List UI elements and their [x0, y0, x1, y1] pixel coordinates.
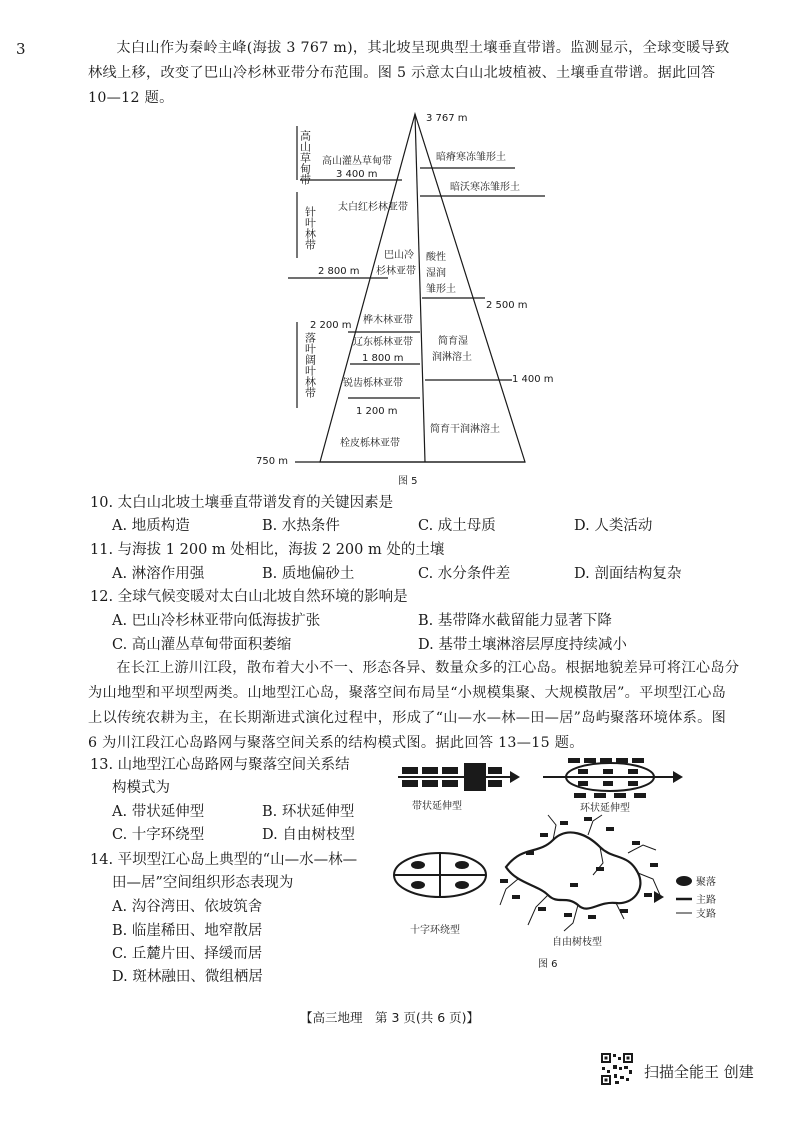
fig6-legend: [676, 875, 716, 920]
veg-zone-7: 栓皮栎林亚带: [340, 438, 400, 449]
figure-5: [250, 108, 580, 488]
q14-option-a: A. 沟谷湾田、依坡筑舍: [112, 899, 263, 915]
soil-zone-1: 暗瘠寒冻雏形土: [436, 152, 506, 163]
cross-pattern-label: 十字环绕型: [410, 925, 460, 936]
dendritic-pattern: [500, 815, 660, 931]
q12-option-c: C. 高山灌丛草甸带面积萎缩: [112, 637, 292, 653]
band-pattern-label: 带状延伸型: [412, 801, 462, 812]
figure-6: [388, 755, 748, 975]
soil-zone-3b: 湿润: [426, 268, 446, 279]
q14-stem-line2: 田—居”空间组织形态表现为: [112, 875, 294, 891]
ring-pattern-label: 环状延伸型: [580, 803, 630, 814]
soil-zone-5: 简育干润淋溶土: [430, 424, 500, 435]
q12-stem: 12. 全球气候变暖对太白山北坡自然环境的影响是: [90, 589, 408, 605]
veg-zone-3a: 巴山冷: [384, 250, 414, 261]
q11-option-d: D. 剖面结构复杂: [574, 566, 682, 582]
q14-option-c: C. 丘麓片田、择缓而居: [112, 946, 263, 962]
qr-code-icon: [600, 1052, 634, 1086]
q11-option-b: B. 质地偏砂土: [262, 566, 355, 582]
ring-pattern: [543, 758, 683, 798]
q11-option-a: A. 淋溶作用强: [112, 566, 205, 582]
veg-zone-6: 锐齿栎林亚带: [343, 378, 403, 389]
belt-deciduous: 落叶阔叶林带: [303, 332, 317, 398]
dendritic-pattern-label: 自由树枝型: [552, 937, 602, 948]
veg-zone-4: 桦木林亚带: [363, 315, 413, 326]
q13-stem-line2: 构模式为: [112, 780, 170, 796]
q13-option-a: A. 带状延伸型: [112, 804, 205, 820]
elev-750: 750 m: [256, 456, 289, 467]
legend-branch-road: 支路: [696, 909, 716, 920]
q11-stem: 11. 与海拔 1 200 m 处相比，海拔 2 200 m 处的土壤: [90, 542, 445, 558]
intro-paragraph: 太白山作为秦岭主峰(海拔 3 767 m)，其北坡呈现典型土壤垂直带谱。监测显示，全球变暖导致林线上移，改变了巴山冷杉林亚带分布范围。图 5 示意太白山北坡植被、土壤垂直带谱。据此回答 10—12 题。: [88, 40, 730, 106]
veg-zone-5: 辽东栎林亚带: [353, 337, 413, 348]
elev-1200: 1 200 m: [356, 406, 398, 417]
soil-zone-3c: 雏形土: [426, 284, 456, 295]
q13-stem-line1: 13. 山地型江心岛路网与聚落空间关系结: [90, 757, 350, 773]
page-marker: 3: [16, 40, 26, 58]
q12-option-b: B. 基带降水截留能力显著下降: [418, 613, 612, 629]
q11-option-c: C. 水分条件差: [418, 566, 511, 582]
second-paragraph: 在长江上游川江段，散布着大小不一、形态各异、数量众多的江心岛。根据地貌差异可将江心岛分为山地型和平坝型两类。山地型江心岛，聚落空间布局呈“小规模集聚、大规模散居”。平坝型江心岛上以传统农耕为主，在长期渐进式演化过程中，形成了“山—水—林—田—居”岛屿聚落环境体系。图 6 为川江段江心岛路网与聚落空间关系的结构模式图。据此回答 13—15 题。: [88, 660, 740, 751]
elev-2800: 2 800 m: [318, 266, 360, 277]
q13-option-c: C. 十字环绕型: [112, 827, 205, 843]
fig5-caption: 图 5: [398, 476, 418, 487]
veg-zone-2: 太白红杉林亚带: [338, 202, 408, 213]
q12-option-a: A. 巴山冷杉林亚带向低海拔扩张: [112, 613, 321, 629]
soil-zone-3a: 酸性: [426, 252, 446, 263]
q14-option-d: D. 斑林融田、微组栖居: [112, 969, 263, 985]
q10-option-b: B. 水热条件: [262, 518, 340, 534]
elev-2200: 2 200 m: [310, 320, 352, 331]
belt-alpine: 高山草甸带: [298, 130, 312, 185]
cross-pattern: [394, 853, 486, 897]
q10-option-c: C. 成土母质: [418, 518, 496, 534]
belt-conifer: 针叶林带: [303, 206, 317, 250]
band-pattern: [398, 763, 520, 791]
legend-main-road: 主路: [696, 895, 716, 906]
veg-zone-3b: 杉林亚带: [376, 266, 416, 277]
q13-option-b: B. 环状延伸型: [262, 804, 355, 820]
q14-option-b: B. 临崖稀田、地窄散居: [112, 923, 263, 939]
soil-zone-4b: 润淋溶土: [432, 352, 472, 363]
fig6-caption: 图 6: [538, 959, 558, 970]
veg-zone-1: 高山灌丛草甸带: [322, 156, 392, 167]
elev-1800: 1 800 m: [362, 353, 404, 364]
summit-label: 3 767 m: [426, 113, 468, 124]
q10-option-d: D. 人类活动: [574, 518, 653, 534]
scanner-watermark: [600, 1052, 790, 1092]
scanner-text: 扫描全能王 创建: [644, 1063, 754, 1081]
elev-1400: 1 400 m: [512, 374, 554, 385]
soil-zone-2: 暗沃寒冻雏形土: [450, 182, 520, 193]
q10-stem: 10. 太白山北坡土壤垂直带谱发育的关键因素是: [90, 495, 394, 511]
soil-zone-4a: 简育湿: [438, 336, 468, 347]
page-footer: 【高三地理 第 3 页(共 6 页)】: [300, 1010, 480, 1025]
q13-option-d: D. 自由树枝型: [262, 827, 355, 843]
legend-settlement: 聚落: [696, 877, 716, 888]
q14-stem-line1: 14. 平坝型江心岛上典型的“山—水—林—: [90, 852, 358, 868]
elev-2500: 2 500 m: [486, 300, 528, 311]
q12-option-d: D. 基带土壤淋溶层厚度持续减小: [418, 637, 627, 653]
q10-option-a: A. 地质构造: [112, 518, 190, 534]
elev-3400: 3 400 m: [336, 169, 378, 180]
